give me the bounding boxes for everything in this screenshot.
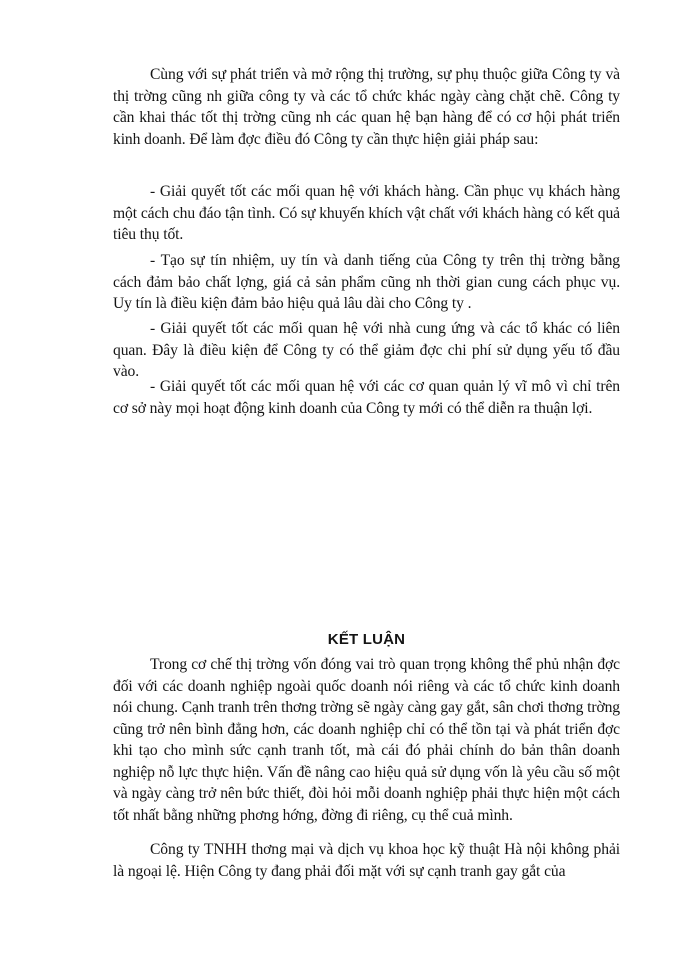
solution-item-authorities: - Giải quyết tốt các mối quan hệ với các cơ quan quản lý vĩ mô vì chỉ trên cơ sở này mọi hoạt động kinh doanh của Công ty mới có thể diễn ra thuận lợi. <box>113 378 620 417</box>
solution-item-customers: - Giải quyết tốt các mối quan hệ với khách hàng. Cần phục vụ khách hàng một cách chu đáo tận tình. Có sự khuyến khích vật chất với khách hàng có kết quả tiêu thụ tốt. <box>113 183 620 243</box>
company-paragraph: Công ty TNHH thơng mại và dịch vụ khoa học kỹ thuật Hà nội không phải là ngoại lệ. Hiện Công ty đang phải đối mặt với sự cạnh tranh gay gắt của <box>113 841 620 880</box>
conclusion-paragraph: Trong cơ chế thị trờng vốn đóng vai trò quan trọng không thể phủ nhận đợc đối với các doanh nghiệp ngoài quốc doanh nói riêng và các tổ chức kinh doanh nói chung. Cạnh tranh trên thơng trờng sẽ ngày càng gay gắt, sân chơi thơng trờng cũng trở nên bình đẳng hơn, các doanh nghiệp chỉ có thể tồn tại và phát triển đợc khi tạo cho mình sức cạnh tranh tốt, mà cái đó phải chính do bản thân doanh nghiệp nỗ lực thực hiện. Vấn đề nâng cao hiệu quả sử dụng vốn là yêu cầu số một và ngày càng trở nên bức thiết, đòi hỏi mỗi doanh nghiệp phải thực hiện một cách tốt nhất bằng những phơng hớng, đờng đi riêng, cụ thể cuả mình. <box>113 656 620 824</box>
solution-item-suppliers: - Giải quyết tốt các mối quan hệ với nhà cung ứng và các tổ khác có liên quan. Đây là điều kiện để Công ty có thể giảm đợc chi phí sử dụng yếu tố đầu vào. <box>113 320 620 380</box>
conclusion-heading: KẾT LUẬN <box>327 631 406 648</box>
solution-item-reputation: - Tạo sự tín nhiệm, uy tín và danh tiếng của Công ty trên thị trờng bằng cách đảm bảo chất lợng, giá cả sản phẩm cũng nh thời gian cung cách phục vụ. Uy tín là điều kiện đảm bảo hiệu quả lâu dài cho Công ty . <box>113 252 620 312</box>
intro-paragraph: Cùng với sự phát triển và mở rộng thị trường, sự phụ thuộc giữa Công ty và thị trờng cũng nh giữa công ty và các tổ chức khác ngày càng chặt chẽ. Công ty cần khai thác tốt thị trờng cũng nh các quan hệ bạn hàng để có cơ hội phát triển kinh doanh. Để làm đợc điều đó Công ty cần thực hiện giải pháp sau: <box>113 66 620 148</box>
